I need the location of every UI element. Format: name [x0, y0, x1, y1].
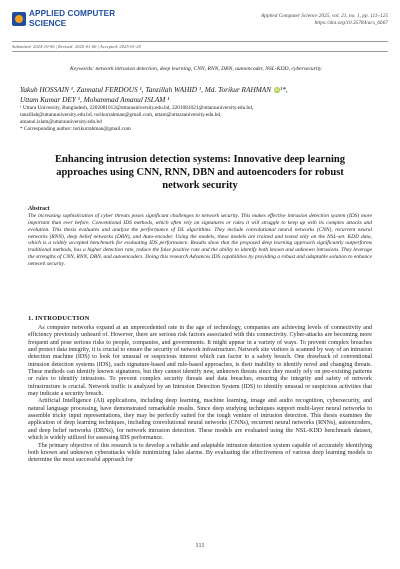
affiliation-line: amanul.islam@uttarauniversity.edu.bd [20, 118, 102, 125]
author-list [20, 85, 380, 104]
introduction-body [28, 325, 372, 465]
journal-logo [12, 9, 116, 37]
logo-text-line1: APPLIED COMPUTER [29, 9, 116, 18]
paper-title: Enhancing intrusion detection systems: Innovative deep learning approaches using CNN, RNN, DBN and autoencoders for robust network security [55, 154, 345, 191]
journal-citation-line: Applied Computer Science 2025, vol. 21, no. 1, pp. 111–125 [260, 13, 388, 19]
affiliation-line: ¹ Uttara University, Bangladesh, 2202081012@uttarauniversity.edu.bd, 2201081021@uttarauniversity.edu.bd, [20, 105, 254, 111]
journal-citation [261, 13, 388, 27]
keywords-label: Keywords: [70, 66, 95, 72]
authors-line2: Uttam Kumar DEY ¹, Mohammad Amanul ISLAM ¹ [20, 94, 170, 104]
keywords [70, 66, 322, 72]
page-number: 111 [195, 542, 205, 549]
logo-text-line2: SCIENCE [29, 18, 67, 28]
paragraph: As computer networks expand at an unprecedented rate in the age of technology, companies are achieving levels of connectivity and efficiency previously unheard of. However, there are serious risk factors associated with this connectivity. Cyber-attacks are becoming more frequent and pose serious risks to people, companies, and governments. It might appear in a variety of ways. To prevent complex breaches and protect data integrity, it is crucial to ensure the security of network infrastructure. Network site visitors is scanned by way of an intrusion detection machine (IDS) to look for unusual or suspicious interest which can factor to a safety breach. One drawback of conventional intrusion detection systems (IDS), such signature-based and rule-based approaches, is their inability to identify novel and changing threats. These methods can identify known signatures, but they cannot identify new, unknown threats since they mostly rely on pre-existing patterns or rules to identify intrusions. To prevent complex security threats and data breaches, ensuring the integrity and safety of network infrastructure is crucial. Network traffic is analyzed by an Intrusion Detection System (IDS) to identify unusual or suspicious activities that may indicate a security breach. [28, 325, 372, 398]
logo-mark-icon [12, 12, 26, 26]
paragraph: Artificial Intelligence (AI) applications, including deep learning, machine learning, image and audio recognition, cybersecurity, and natural language processing, have demonstrated remarkable results. Since deep studying techniques support multi-layer neural networks to assemble tricky input representations, they may be perfectly suited for the tough venture of intrusion detection. This thesis examines the application of deep learning techniques, including convolutional neural networks (CNNs), recurrent neural networks (RNNs), autoencoders, and deep belief networks (DBNs), for network intrusion detection. These models are evaluated using the NSL-KDD benchmark dataset, which is widely utilized for assessing IDS performance. [28, 398, 372, 442]
header-divider [12, 41, 388, 42]
paragraph: The primary objective of this research is to develop a reliable and adaptable intrusion detection system capable of accurately identifying both known and unknown cyberattacks while minimizing false alarms. By evaluating the effectiveness of various deep learning models to determine the most successful approach for [28, 442, 372, 464]
dates-divider [12, 51, 388, 52]
abstract-text: The increasing sophistication of cyber threats poses significant challenges to network security. This makes effective intrusion detection system (IDS) more important than ever before. Conventional IDS methods, which often rely on signatures or rules it will struggle to keep up with its complex attacks and evolution. This thesis evaluates and analyze the performance of DL algorithms. They include convolutional neural networks (CNN), recurrent neural networks (RNN), deep belief networks (DBN), and Auto-encoder. Using the models, these models are trained and tested only on the NSL-set. KDD data, which is a widely accepted benchmark for evaluating IDS performance. Results show that the proposed deep learning approach significantly outperforms traditional methods, has a higher detection rate, reduce the false positive rate and the ability to identify both known and unknown intrusions. They leverage the strengths of CNN, RNN, DBN, and autoencoders. Doing this research Advances IDS capabilities by providing a robust and adaptable solution to enhance network security. [28, 213, 372, 267]
corresponding-author: * Corresponding author: torikurrahman@gmail.com [20, 125, 131, 132]
authors-line1: Yakub HOSSAIN ¹, Zannatul FERDOUS ¹, Tanzillah WAHID ¹, Md. Torikur RAHMAN [20, 85, 273, 94]
affiliation-line: tanzillah@uttarauniversity.edu.bd, torikurrahman@gmail.com, uttam@uttarauniversity.edu.bd, [20, 111, 222, 118]
authors-line1-suffix: ¹*, [279, 85, 288, 94]
submission-dates: Submitted: 2024-10-06 | Revised: 2025-01-06 | Accepted: 2025-01-20 [12, 44, 141, 49]
orcid-icon[interactable]: iD [274, 87, 279, 93]
journal-header [12, 9, 388, 41]
abstract-heading: Abstract [28, 206, 50, 212]
journal-doi: https://doi.org/10.35784/acs_6667 [314, 20, 388, 26]
abstract-section [28, 206, 372, 268]
section-heading-introduction: 1. INTRODUCTION [28, 315, 90, 322]
affiliations [20, 105, 380, 133]
keywords-text: network intrusion detection, deep learning, CNN, RNN, DBN, autoencoder, NSL-KDD, cybersecurity [95, 66, 322, 72]
